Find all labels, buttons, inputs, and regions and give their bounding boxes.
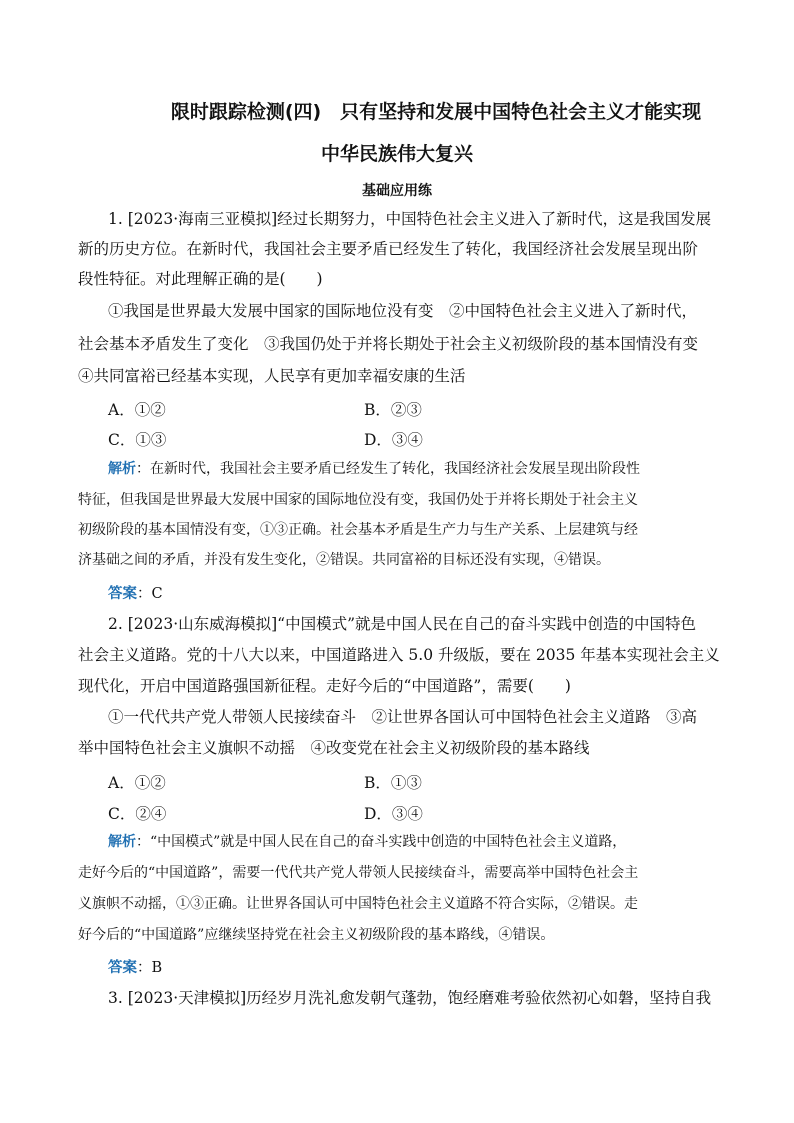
q2-analysis-line2: 走好今后的“中国道路”，需要一代代共产党人带领人民接续奋斗，需要高举中国特色社会主 [78,865,639,881]
q1-statement-line1: ①我国是世界最大发展中国家的国际地位没有变 ②中国特色社会主义进入了新时代， [108,302,698,320]
q2-stem-line1: 2. [2023·山东威海模拟]“中国模式”就是中国人民在自己的奋斗实践中创造的中国特色 [108,615,697,633]
q2-option-a: A．①② [108,774,166,792]
q2-statement-line2: 举中国特色社会主义旗帜不动摇 ④改变党在社会主义初级阶段的基本路线 [78,739,590,757]
q2-option-d: D．③④ [364,805,423,823]
analysis-text: ：“中国模式”就是中国人民在自己的奋斗实践中创造的中国特色社会主义道路， [136,834,627,850]
q1-option-a: A．①② [108,401,166,419]
q3-stem-line1: 3. [2023·天津模拟]历经岁月洗礼愈发朝气蓬勃，饱经磨难考验依然初心如磐，坚持自我 [108,989,712,1007]
q1-option-d: D．③④ [364,431,423,449]
answer-value: ：B [137,960,163,976]
answer-label: 答案 [108,585,137,602]
q1-analysis-line1 [108,459,720,479]
q1-stem-line1: 1. [2023·海南三亚模拟]经过长期努力，中国特色社会主义进入了新时代，这是我国发展 [108,210,712,228]
q2-analysis-line4: 好今后的“中国道路”应继续坚持党在社会主义初级阶段的基本路线，④错误。 [78,927,555,943]
q1-statement-line3: ④共同富裕已经基本实现，人民享有更加幸福安康的生活 [78,367,466,385]
q2-option-c: C．②④ [108,805,167,823]
analysis-label: 解析 [108,834,136,850]
q1-option-b: B．②③ [364,401,422,419]
q1-answer [108,582,163,603]
q2-analysis-line3: 义旗帜不动摇，①③正确。让世界各国认可中国特色社会主义道路不符合实际，②错误。走 [78,896,638,912]
q2-statement-line1: ①一代代共产党人带领人民接续奋斗 ②让世界各国认可中国特色社会主义道路 ③高 [108,708,698,726]
q1-option-c: C．①③ [108,431,167,449]
page-title: 限时跟踪检测(四) 只有坚持和发展中国特色社会主义才能实现 [170,101,702,123]
q1-stem-line2: 新的历史方位。在新时代，我国社会主要矛盾已经发生了转化，我国经济社会发展呈现出阶 [78,240,699,258]
q2-analysis-line1 [108,832,720,852]
q1-analysis-line4: 济基础之间的矛盾，并没有发生变化，②错误。共同富裕的目标还没有实现，④错误。 [78,552,610,568]
q1-analysis-line3: 初级阶段的基本国情没有变，①③正确。社会基本矛盾是生产力与生产关系、上层建筑与经 [78,522,638,538]
q2-answer [108,956,162,977]
q2-option-b: B．①③ [364,774,422,792]
section-heading: 基础应用练 [362,183,432,199]
analysis-text: ：在新时代，我国社会主要矛盾已经发生了转化，我国经济社会发展呈现出阶段性 [136,461,640,477]
q1-statement-line2: 社会基本矛盾发生了变化 ③我国仍处于并将长期处于社会主义初级阶段的基本国情没有变 [78,335,699,353]
q2-stem-line2: 社会主义道路。党的十八大以来，中国道路进入 5.0 升级版，要在 2035 年基本实现社会主义 [78,646,720,664]
q1-stem-line3: 段性特征。对此理解正确的是( ) [78,270,323,288]
q1-analysis-line2: 特征，但我国是世界最大发展中国家的国际地位没有变，我国仍处于并将长期处于社会主义 [78,492,638,508]
answer-value: ：C [137,586,163,602]
answer-label: 答案 [108,959,137,976]
page-title-line2: 中华民族伟大复兴 [320,143,473,165]
q2-stem-line3: 现代化，开启中国道路强国新征程。走好今后的“中国道路”，需要( ) [78,677,571,695]
analysis-label: 解析 [108,461,136,477]
